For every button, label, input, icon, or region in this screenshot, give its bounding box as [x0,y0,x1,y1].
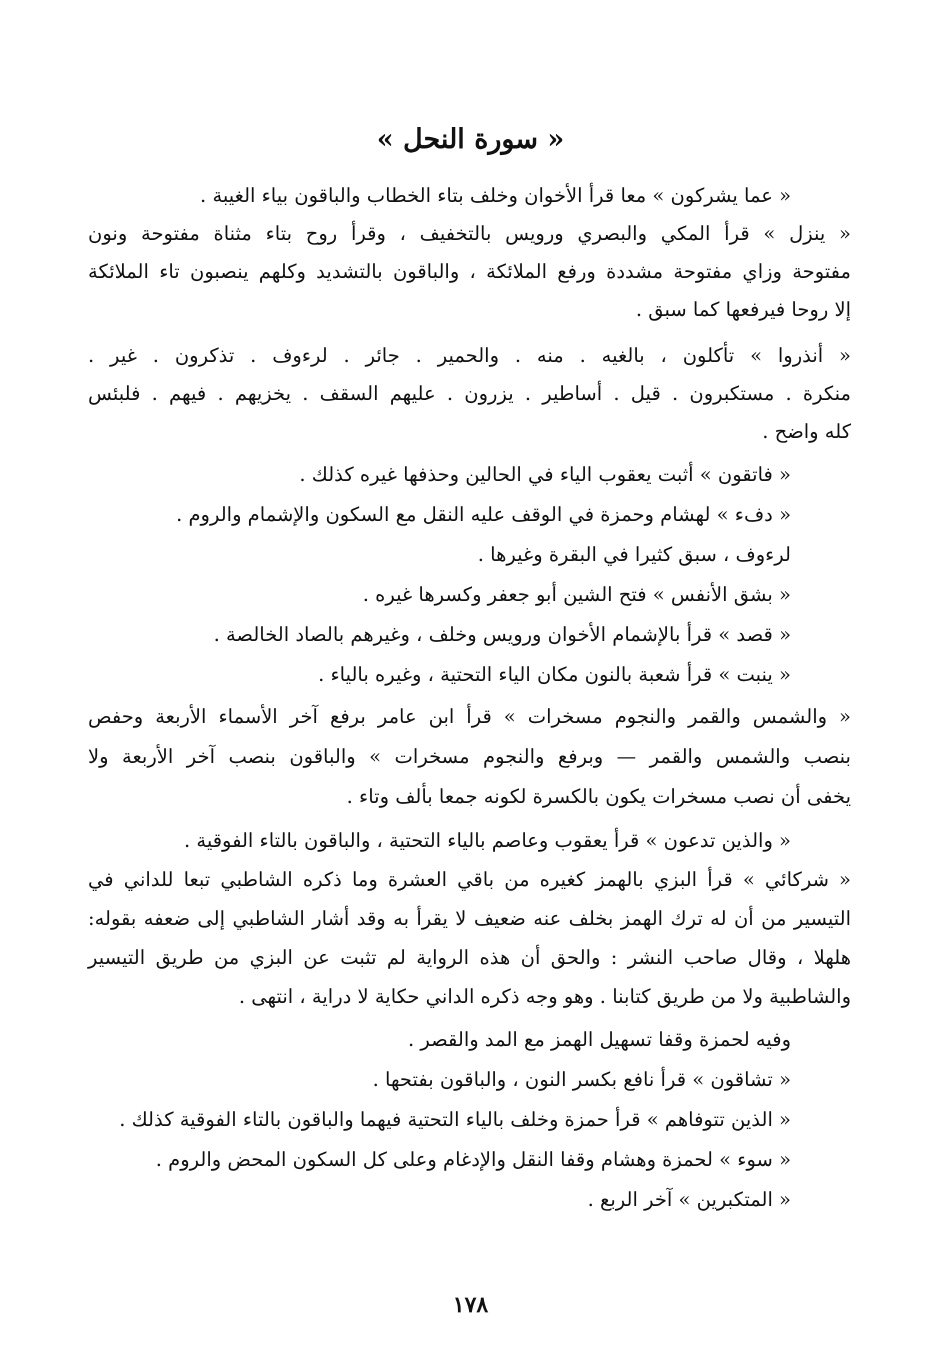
text-line-13: « ينبت » قرأ شعبة بالنون مكان الياء التحتية ، وغيره بالياء . [318,663,791,686]
text-line-5: « أنذروا » تأكلون ، بالغيه . منه . والحمير . جائر . لرءوف . تذكرون . غير . [88,344,851,367]
text-line-22: وفيه لحمزة وقفا تسهيل الهمز مع المد والقصر . [407,1028,791,1051]
text-line-12: « قصد » قرأ بالإشمام الأخوان ورويس وخلف ، وغيرهم بالصاد الخالصة . [213,623,791,646]
page-number: ١٧٨ [452,1292,489,1318]
text-line-9: « دفء » لهشام وحمزة في الوقف عليه النقل مع السكون والإشمام والروم . [176,503,791,526]
text-line-1: « عما يشركون » معا قرأ الأخوان وخلف بتاء الخطاب والباقون بياء الغيبة . [200,184,791,207]
text-line-16: يخفى أن نصب مسخرات يكون بالكسرة لكونه جمعا بألف وتاء . [346,785,851,808]
text-line-19: التيسير من أن له ترك الهمز بخلف عنه ضعيف لا يقرأ به وقد أشار الشاطبي إلى ضعفه بقوله: [88,907,851,930]
text-line-24: « الذين تتوفاهم » قرأ حمزة وخلف بالياء التحتية فيهما والباقون بالتاء الفوقية كذلك . [119,1108,791,1131]
text-line-4: إلا روحا فيرفعها كما سبق . [635,298,851,321]
text-line-3: مفتوحة وزاي مفتوحة مشددة ورفع الملائكة ، والباقون بالتشديد وكلهم ينصبون تاء الملائكة [88,260,851,283]
text-line-2: « ينزل » قرأ المكي والبصري ورويس بالتخفيف ، وقرأ روح بتاء مثناة مفتوحة ونون [88,222,851,245]
text-line-23: « تشاقون » قرأ نافع بكسر النون ، والباقون بفتحها . [372,1068,791,1091]
text-line-26: « المتكبرين » آخر الربع . [587,1188,791,1211]
text-line-8: « فاتقون » أثبت يعقوب الياء في الحالين وحذفها غيره كذلك . [299,463,791,486]
text-line-11: « بشق الأنفس » فتح الشين أبو جعفر وكسرها غيره . [362,583,791,606]
text-line-17: « والذين تدعون » قرأ يعقوب وعاصم بالياء التحتية ، والباقون بالتاء الفوقية . [183,829,791,852]
text-line-10: لرءوف ، سبق كثيرا في البقرة وغيرها . [477,543,791,566]
text-line-6: منكرة . مستكبرون . قيل . أساطير . يزرون . عليهم السقف . يخزيهم . فيهم . فلبئس [88,382,851,405]
text-line-7: كله واضح . [762,420,851,443]
text-line-15: بنصب والشمس والقمر — وبرفع والنجوم مسخرات » والباقون بنصب آخر الأربعة ولا [88,745,851,768]
text-line-21: والشاطبية ولا من طريق كتابنا . وهو وجه ذكره الداني حكاية لا دراية ، انتهى . [238,985,851,1008]
text-line-14: « والشمس والقمر والنجوم مسخرات » قرأ ابن عامر برفع آخر الأسماء الأربعة وحفص [88,705,851,728]
text-line-20: هلهلا ، وقال صاحب النشر : والحق أن هذه الرواية لم تثبت عن البزي من طريق التيسير [88,946,851,969]
text-line-18: « شركائي » قرأ البزي بالهمز كغيره من باقي العشرة وما ذكره الشاطبي تبعا للداني في [88,868,851,891]
page-title: « سورة النحل » [376,124,565,155]
text-line-25: « سوء » لحمزة وهشام وقفا النقل والإدغام وعلى كل السكون المحض والروم . [155,1148,791,1171]
